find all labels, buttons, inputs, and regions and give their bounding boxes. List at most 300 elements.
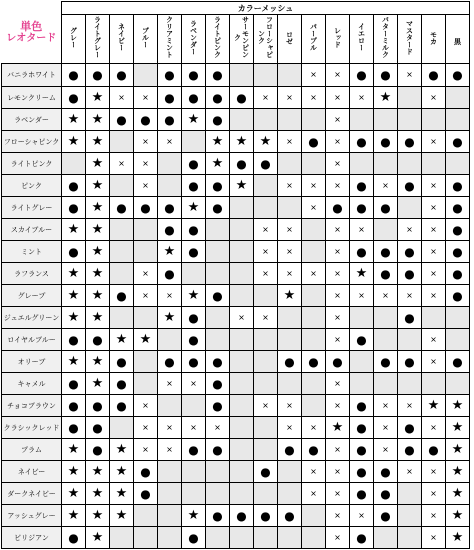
table-cell xyxy=(254,285,278,307)
table-cell xyxy=(230,527,254,549)
table-cell: ★ xyxy=(86,241,110,263)
table-cell: × xyxy=(302,461,326,483)
table-cell xyxy=(206,329,230,351)
table-cell: × xyxy=(278,417,302,439)
table-cell: ★ xyxy=(110,461,134,483)
table-cell: × xyxy=(422,505,446,527)
table-cell: ★ xyxy=(86,483,110,505)
table-cell xyxy=(422,307,446,329)
table-cell xyxy=(206,527,230,549)
table-cell: ● xyxy=(86,439,110,461)
table-cell xyxy=(278,307,302,329)
table-cell: ● xyxy=(110,285,134,307)
table-cell xyxy=(374,307,398,329)
table-cell xyxy=(278,373,302,395)
table-cell: ● xyxy=(374,461,398,483)
table-cell: ● xyxy=(278,505,302,527)
table-cell: ★ xyxy=(182,197,206,219)
corner-title: 単色 xyxy=(20,19,43,33)
table-row xyxy=(2,131,470,153)
table-cell xyxy=(134,241,158,263)
table-cell: ● xyxy=(350,417,374,439)
table-cell: ● xyxy=(374,483,398,505)
table-cell: ● xyxy=(398,307,422,329)
row-label: ビリジアン xyxy=(2,527,62,549)
table-cell: × xyxy=(182,373,206,395)
table-row xyxy=(2,505,470,527)
table-cell xyxy=(350,153,374,175)
table-cell: ● xyxy=(350,197,374,219)
table-cell xyxy=(254,351,278,373)
table-cell: ★ xyxy=(86,87,110,109)
table-cell: × xyxy=(326,175,350,197)
table-cell: ● xyxy=(182,153,206,175)
column-header-label: 黒 xyxy=(453,37,462,45)
table-cell: ● xyxy=(350,64,374,87)
table-cell: ● xyxy=(158,351,182,373)
table-cell: ● xyxy=(158,64,182,87)
row-label: フローシャピンク xyxy=(2,131,62,153)
table-cell xyxy=(230,351,254,373)
table-cell: ● xyxy=(302,439,326,461)
table-cell: ★ xyxy=(230,131,254,153)
table-cell xyxy=(206,483,230,505)
table-cell: × xyxy=(422,461,446,483)
table-cell xyxy=(254,483,278,505)
table-cell: × xyxy=(302,87,326,109)
table-cell: ● xyxy=(86,395,110,417)
table-cell: ● xyxy=(350,241,374,263)
table-cell: ● xyxy=(446,351,470,373)
column-header xyxy=(62,15,86,64)
table-cell xyxy=(302,505,326,527)
table-cell: ● xyxy=(278,439,302,461)
table-cell xyxy=(182,483,206,505)
table-cell xyxy=(206,219,230,241)
column-header-label: ラベンダー xyxy=(189,19,198,55)
table-cell xyxy=(398,483,422,505)
table-cell xyxy=(446,329,470,351)
table-cell xyxy=(182,131,206,153)
table-cell xyxy=(398,527,422,549)
table-cell: ● xyxy=(62,417,86,439)
table-cell: ● xyxy=(230,505,254,527)
table-cell: ★ xyxy=(446,417,470,439)
table-cell: × xyxy=(422,219,446,241)
table-cell: ● xyxy=(110,197,134,219)
table-cell: ● xyxy=(206,87,230,109)
table-cell xyxy=(110,417,134,439)
table-cell: ● xyxy=(62,329,86,351)
table-cell: ★ xyxy=(62,131,86,153)
column-header-label: ネイビー xyxy=(117,23,126,51)
table-cell: × xyxy=(350,505,374,527)
table-cell: ● xyxy=(326,351,350,373)
table-cell xyxy=(398,153,422,175)
table-cell: × xyxy=(302,417,326,439)
table-cell: ● xyxy=(446,131,470,153)
table-cell: × xyxy=(326,373,350,395)
table-cell: × xyxy=(110,153,134,175)
table-cell: ● xyxy=(206,64,230,87)
row-label: チョコブラウン xyxy=(2,395,62,417)
table-cell: × xyxy=(422,175,446,197)
row-label: ラベンダー xyxy=(2,109,62,131)
row-label: ロイヤルブルー xyxy=(2,329,62,351)
column-header-label: ライトピンク xyxy=(213,16,222,58)
table-cell: ● xyxy=(62,527,86,549)
table-cell xyxy=(110,527,134,549)
table-cell: ★ xyxy=(86,131,110,153)
table-cell: × xyxy=(374,439,398,461)
table-cell xyxy=(254,175,278,197)
column-header-label: ライトグレー xyxy=(93,16,102,58)
table-cell xyxy=(422,373,446,395)
table-cell: × xyxy=(422,87,446,109)
table-cell: ● xyxy=(86,417,110,439)
table-cell: × xyxy=(158,417,182,439)
table-row xyxy=(2,175,470,197)
table-cell: ★ xyxy=(62,285,86,307)
column-header-label: パープル xyxy=(309,23,318,51)
table-row xyxy=(2,197,470,219)
column-header-label: イエロー xyxy=(357,23,366,51)
table-cell xyxy=(230,329,254,351)
column-header xyxy=(230,15,254,64)
table-cell: ● xyxy=(62,395,86,417)
table-cell xyxy=(158,329,182,351)
table-cell: ● xyxy=(62,373,86,395)
table-cell: ● xyxy=(86,329,110,351)
table-cell: × xyxy=(422,285,446,307)
table-cell xyxy=(254,197,278,219)
table-cell: × xyxy=(422,351,446,373)
table-cell: ● xyxy=(422,439,446,461)
table-cell xyxy=(110,263,134,285)
table-cell: ★ xyxy=(62,439,86,461)
table-cell xyxy=(254,417,278,439)
table-cell: × xyxy=(134,153,158,175)
mesh-header: カラーメッシュ xyxy=(62,2,470,15)
row-label: クラシックレッド xyxy=(2,417,62,439)
table-cell xyxy=(134,505,158,527)
table-cell: ● xyxy=(350,329,374,351)
table-cell: ★ xyxy=(182,285,206,307)
table-cell xyxy=(158,395,182,417)
table-cell: ● xyxy=(110,395,134,417)
table-cell: × xyxy=(398,395,422,417)
table-cell: ● xyxy=(398,439,422,461)
table-cell: × xyxy=(134,395,158,417)
table-cell: ★ xyxy=(206,153,230,175)
table-cell xyxy=(254,64,278,87)
table-cell: ● xyxy=(206,373,230,395)
table-cell: ★ xyxy=(86,153,110,175)
table-cell xyxy=(254,527,278,549)
table-cell xyxy=(134,64,158,87)
table-cell: × xyxy=(302,64,326,87)
table-cell: ★ xyxy=(86,285,110,307)
table-cell: × xyxy=(374,285,398,307)
table-cell xyxy=(398,87,422,109)
table-cell xyxy=(398,505,422,527)
table-cell: ● xyxy=(182,64,206,87)
table-cell: ★ xyxy=(86,373,110,395)
table-cell: × xyxy=(350,285,374,307)
column-header xyxy=(398,15,422,64)
table-cell: × xyxy=(374,417,398,439)
table-cell: ★ xyxy=(62,219,86,241)
row-label: ネイビー xyxy=(2,461,62,483)
table-row xyxy=(2,483,470,505)
table-cell: × xyxy=(326,483,350,505)
column-header xyxy=(326,15,350,64)
table-cell: × xyxy=(254,263,278,285)
table-cell: ● xyxy=(158,263,182,285)
table-cell xyxy=(134,307,158,329)
table-cell xyxy=(230,219,254,241)
table-cell xyxy=(134,351,158,373)
table-cell: ● xyxy=(350,483,374,505)
table-cell: ● xyxy=(350,527,374,549)
table-cell xyxy=(446,153,470,175)
table-cell: ● xyxy=(230,87,254,109)
table-cell xyxy=(182,461,206,483)
table-cell: ★ xyxy=(446,527,470,549)
table-cell xyxy=(350,373,374,395)
table-cell: ★ xyxy=(110,329,134,351)
table-cell: ● xyxy=(206,109,230,131)
table-cell: ● xyxy=(398,263,422,285)
table-cell xyxy=(62,153,86,175)
table-cell xyxy=(158,483,182,505)
table-cell: × xyxy=(326,285,350,307)
table-cell xyxy=(278,483,302,505)
table-cell: ● xyxy=(374,241,398,263)
table-cell: ● xyxy=(182,241,206,263)
column-header-label: フローシャピンク xyxy=(257,16,274,58)
column-header xyxy=(374,15,398,64)
corner-subtitle: レオタード xyxy=(6,32,57,44)
row-label: オリーブ xyxy=(2,351,62,373)
table-cell: ● xyxy=(134,461,158,483)
table-cell: ● xyxy=(110,64,134,87)
table-cell: ★ xyxy=(86,307,110,329)
table-cell xyxy=(302,307,326,329)
table-cell: ● xyxy=(398,175,422,197)
table-cell xyxy=(206,241,230,263)
table-cell: ★ xyxy=(446,439,470,461)
table-cell xyxy=(230,285,254,307)
table-cell: ★ xyxy=(182,109,206,131)
table-cell: ★ xyxy=(158,307,182,329)
table-cell: ● xyxy=(326,197,350,219)
table-cell xyxy=(278,329,302,351)
table-cell: × xyxy=(422,241,446,263)
column-header xyxy=(110,15,134,64)
table-cell: ● xyxy=(446,197,470,219)
table-cell: × xyxy=(134,131,158,153)
table-cell: × xyxy=(326,329,350,351)
table-cell: × xyxy=(326,109,350,131)
table-cell: × xyxy=(278,131,302,153)
table-cell xyxy=(254,329,278,351)
table-cell: × xyxy=(398,461,422,483)
table-cell: ● xyxy=(206,351,230,373)
table-cell: ● xyxy=(206,197,230,219)
column-header xyxy=(254,15,278,64)
table-cell: × xyxy=(134,263,158,285)
table-cell: ★ xyxy=(446,461,470,483)
table-cell xyxy=(134,219,158,241)
table-cell: × xyxy=(302,175,326,197)
table-cell: × xyxy=(158,439,182,461)
table-cell xyxy=(230,263,254,285)
table-cell xyxy=(350,351,374,373)
table-cell: ★ xyxy=(158,241,182,263)
table-cell: × xyxy=(158,131,182,153)
table-cell xyxy=(446,87,470,109)
table-cell: ★ xyxy=(86,505,110,527)
table-cell: ● xyxy=(350,461,374,483)
table-cell: × xyxy=(278,263,302,285)
table-cell xyxy=(206,461,230,483)
table-cell xyxy=(446,373,470,395)
table-cell: × xyxy=(326,307,350,329)
column-header-label: バターミルク xyxy=(381,16,390,58)
table-cell: ● xyxy=(86,64,110,87)
table-cell: × xyxy=(326,219,350,241)
table-row xyxy=(2,307,470,329)
table-cell: ● xyxy=(206,505,230,527)
table-cell: ● xyxy=(422,64,446,87)
table-row xyxy=(2,373,470,395)
table-cell xyxy=(230,439,254,461)
table-cell xyxy=(302,109,326,131)
column-header xyxy=(86,15,110,64)
table-cell xyxy=(230,395,254,417)
table-cell: × xyxy=(254,395,278,417)
table-cell: × xyxy=(326,263,350,285)
table-cell xyxy=(446,307,470,329)
table-cell: ● xyxy=(374,197,398,219)
column-header-label: モカ xyxy=(429,30,438,45)
table-cell: ● xyxy=(110,109,134,131)
table-cell: × xyxy=(326,461,350,483)
table-cell: ★ xyxy=(446,395,470,417)
table-cell xyxy=(230,241,254,263)
table-cell xyxy=(302,329,326,351)
table-cell: × xyxy=(422,197,446,219)
table-cell: ● xyxy=(206,175,230,197)
table-cell xyxy=(278,461,302,483)
corner-header xyxy=(2,2,62,64)
table-cell: × xyxy=(158,285,182,307)
table-cell xyxy=(110,175,134,197)
table-cell: ★ xyxy=(86,109,110,131)
table-cell: × xyxy=(302,263,326,285)
table-cell: × xyxy=(302,483,326,505)
table-cell xyxy=(302,285,326,307)
table-cell xyxy=(206,263,230,285)
table-cell xyxy=(230,483,254,505)
table-cell xyxy=(230,373,254,395)
table-cell: ● xyxy=(350,175,374,197)
table-cell: × xyxy=(254,307,278,329)
table-row xyxy=(2,263,470,285)
table-cell xyxy=(422,109,446,131)
table-cell: ● xyxy=(206,395,230,417)
table-cell: × xyxy=(374,175,398,197)
table-row xyxy=(2,329,470,351)
row-label: グレープ xyxy=(2,285,62,307)
table-cell: ★ xyxy=(62,263,86,285)
table-cell: ★ xyxy=(326,417,350,439)
table-cell xyxy=(254,373,278,395)
table-cell xyxy=(110,307,134,329)
table-cell: × xyxy=(326,131,350,153)
table-cell xyxy=(374,219,398,241)
column-header-label: ロゼ xyxy=(285,30,294,45)
table-cell: ★ xyxy=(62,483,86,505)
table-cell xyxy=(398,373,422,395)
table-cell: ● xyxy=(446,175,470,197)
table-cell xyxy=(230,64,254,87)
table-cell: ★ xyxy=(110,483,134,505)
table-cell: ● xyxy=(158,197,182,219)
table-cell: ● xyxy=(254,153,278,175)
table-cell xyxy=(398,329,422,351)
table-cell xyxy=(182,395,206,417)
table-row xyxy=(2,64,470,87)
table-cell: × xyxy=(134,87,158,109)
table-cell: ★ xyxy=(350,263,374,285)
table-cell: × xyxy=(422,527,446,549)
table-cell: ★ xyxy=(182,505,206,527)
table-cell xyxy=(374,373,398,395)
table-cell: ★ xyxy=(86,263,110,285)
table-cell: × xyxy=(326,153,350,175)
table-cell: × xyxy=(398,285,422,307)
column-header xyxy=(182,15,206,64)
table-row xyxy=(2,461,470,483)
table-cell: × xyxy=(278,175,302,197)
column-header-label: グレー xyxy=(69,26,78,48)
table-cell: ★ xyxy=(86,219,110,241)
table-cell: × xyxy=(422,263,446,285)
table-cell xyxy=(158,505,182,527)
row-label: プラム xyxy=(2,439,62,461)
table-cell xyxy=(110,131,134,153)
table-cell: × xyxy=(422,131,446,153)
table-cell xyxy=(206,307,230,329)
table-cell xyxy=(278,109,302,131)
table-cell: ● xyxy=(182,87,206,109)
table-row xyxy=(2,219,470,241)
table-row xyxy=(2,395,470,417)
table-cell: ● xyxy=(302,131,326,153)
table-cell xyxy=(110,219,134,241)
table-cell: ● xyxy=(374,351,398,373)
table-cell: × xyxy=(134,417,158,439)
table-cell: ● xyxy=(62,197,86,219)
table-cell: ● xyxy=(374,505,398,527)
table-cell: × xyxy=(278,241,302,263)
table-cell: × xyxy=(422,483,446,505)
table-cell: ★ xyxy=(62,351,86,373)
column-header xyxy=(350,15,374,64)
table-row xyxy=(2,527,470,549)
